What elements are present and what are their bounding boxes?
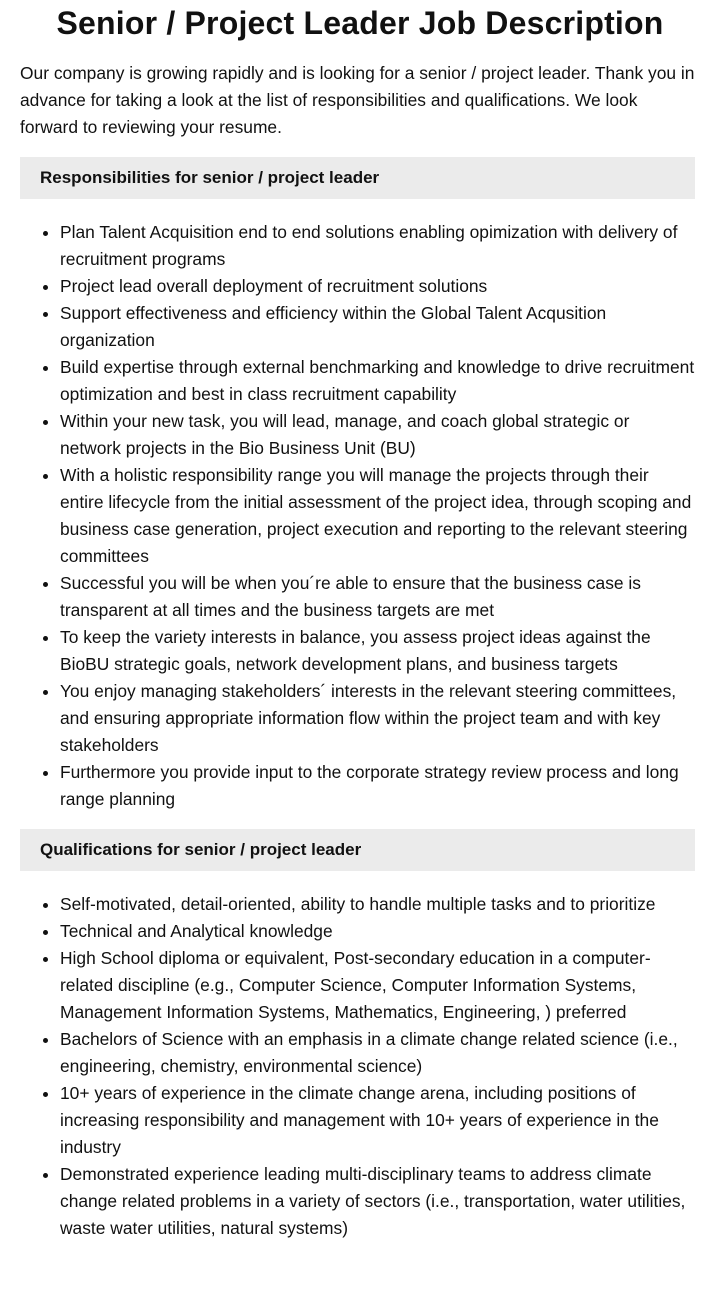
list-item: • You enjoy managing stakeholders´ interests in the relevant steering committees, and ensuring appropriate information flow within the project team and with key stakeholders — [60, 678, 695, 759]
list-item: • Demonstrated experience leading multi-disciplinary teams to address climate change related problems in a variety of sectors (i.e., transportation, water utilities, waste water utilities, natural systems) — [60, 1161, 695, 1242]
page-title: Senior / Project Leader Job Description — [56, 5, 664, 41]
qualifications-list — [20, 891, 695, 1242]
list-item: • To keep the variety interests in balance, you assess project ideas against the BioBU strategic goals, network development plans, and business targets — [60, 624, 695, 678]
list-item: • High School diploma or equivalent, Post-secondary education in a computer-related discipline (e.g., Computer Science, Computer Information Systems, Management Information Systems, Mathematics, Engineering, ) preferred — [60, 945, 695, 1026]
list-item: • Furthermore you provide input to the corporate strategy review process and long range planning — [60, 759, 695, 813]
list-item: • Plan Talent Acquisition end to end solutions enabling opimization with delivery of recruitment programs — [60, 219, 695, 273]
list-item: • 10+ years of experience in the climate change arena, including positions of increasing responsibility and management with 10+ years of experience in the industry — [60, 1080, 695, 1161]
list-item: • With a holistic responsibility range you will manage the projects through their entire lifecycle from the initial assessment of the project idea, through scoping and business case generation, project execution and reporting to the relevant steering committees — [60, 462, 695, 570]
list-item: • Build expertise through external benchmarking and knowledge to drive recruitment optimization and best in class recruitment capability — [60, 354, 695, 408]
qualifications-heading: Qualifications for senior / project leader — [20, 829, 695, 871]
list-item: • Technical and Analytical knowledge — [60, 918, 695, 945]
list-item: • Within your new task, you will lead, manage, and coach global strategic or network projects in the Bio Business Unit (BU) — [60, 408, 695, 462]
list-item: • Bachelors of Science with an emphasis in a climate change related science (i.e., engineering, chemistry, environmental science) — [60, 1026, 695, 1080]
list-item: • Support effectiveness and efficiency within the Global Talent Acqusition organization — [60, 300, 695, 354]
list-item: • Project lead overall deployment of recruitment solutions — [60, 273, 695, 300]
list-item: • Successful you will be when you´re able to ensure that the business case is transparent at all times and the business targets are met — [60, 570, 695, 624]
list-item: • Self-motivated, detail-oriented, ability to handle multiple tasks and to prioritize — [60, 891, 695, 918]
responsibilities-heading: Responsibilities for senior / project leader — [20, 157, 695, 199]
responsibilities-list — [20, 219, 695, 813]
intro-paragraph: Our company is growing rapidly and is looking for a senior / project leader. Thank you in advance for taking a look at the list of responsibilities and qualifications. We look forward to reviewing your resume. — [20, 63, 695, 137]
